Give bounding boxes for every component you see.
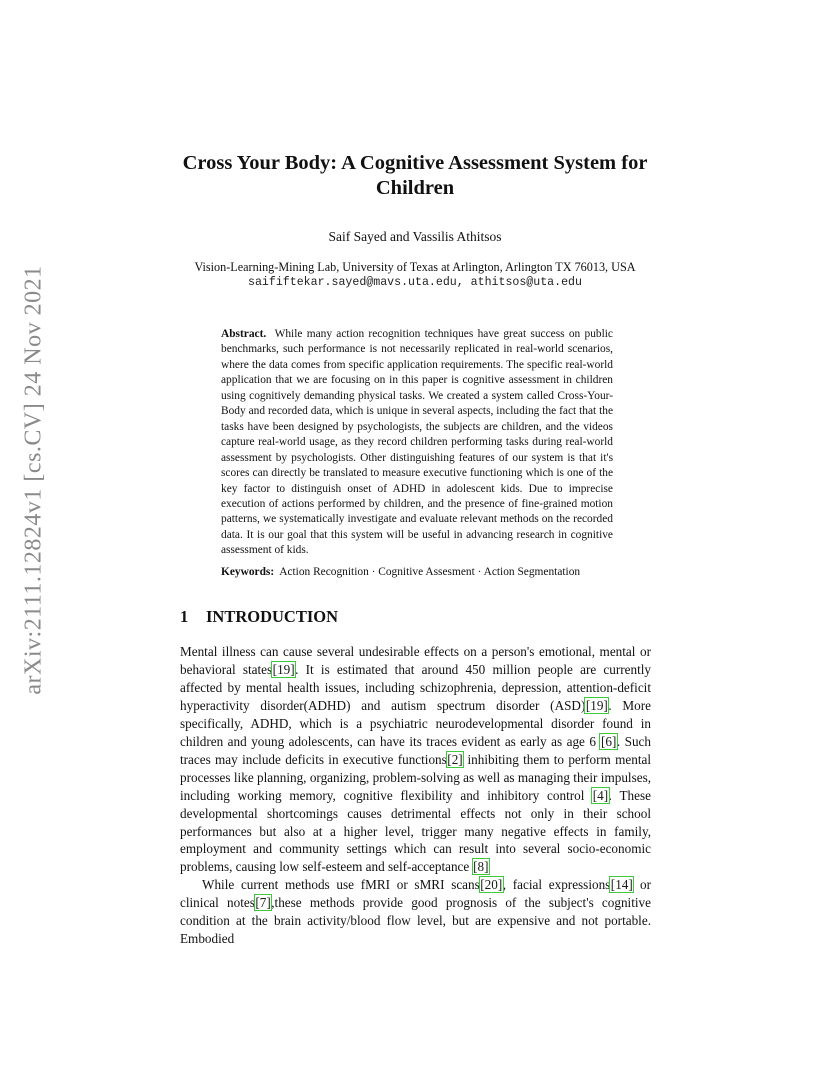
paragraph-1 bbox=[180, 643, 651, 876]
paragraph-text: . Such traces may include deficits in executive functions bbox=[180, 733, 651, 767]
paragraph-text: . More specifically, ADHD, which is a psychiatric neurodevelopmental disorder found in children and young adolescents, can have its traces evident as early as age 6 bbox=[180, 697, 651, 749]
paragraph-text: or clinical notes bbox=[180, 877, 651, 911]
paragraph-text: ,these methods provide good prognosis of the subject's cognitive condition at the brain activity/blood flow level, but are expensive and not portable. Embodied bbox=[180, 895, 651, 947]
citation-link[interactable]: [8] bbox=[473, 859, 489, 875]
author-emails: saififtekar.sayed@mavs.uta.edu, athitsos@uta.edu bbox=[248, 276, 582, 289]
paragraph-text: . These developmental shortcomings causes detrimental effects not only in their school performances but also at a higher level, trigger many negative effects in family, employment and community settings which can result into several socio-economic problems, causing low self-esteem and self-acceptance bbox=[180, 787, 651, 875]
section-heading bbox=[180, 607, 338, 627]
citation-link[interactable]: [20] bbox=[480, 877, 503, 893]
keywords-text: Action Recognition · Cognitive Assesment · Action Segmentation bbox=[279, 566, 581, 578]
citation-link[interactable]: [19] bbox=[272, 661, 295, 677]
arxiv-sidebar-stamp bbox=[8, 265, 60, 695]
arxiv-identifier: arXiv:2111.12824v1 [cs.CV] 24 Nov 2021 bbox=[20, 265, 47, 695]
abstract bbox=[221, 327, 613, 559]
citation-link[interactable]: [6] bbox=[600, 733, 617, 749]
citation-link[interactable]: [2] bbox=[447, 751, 463, 767]
section-title: INTRODUCTION bbox=[206, 607, 339, 626]
citation-link[interactable]: [19] bbox=[585, 697, 608, 713]
section-number: 1 bbox=[180, 607, 189, 626]
abstract-label: Abstract. bbox=[221, 328, 267, 340]
paper-title: Cross Your Body: A Cognitive Assessment System for Children bbox=[182, 152, 648, 199]
citation-link[interactable]: [14] bbox=[610, 877, 633, 893]
paragraph-text: . It is estimated that around 450 million people are currently affected by mental health issues, including schizophrenia, depression, attention-deficit hyperactivity disorder(ADHD) and autism spectrum disorder (ASD) bbox=[180, 661, 652, 713]
affiliation: Vision-Learning-Mining Lab, University of Texas at Arlington, Arlington TX 76013, USA bbox=[194, 260, 636, 274]
body-text bbox=[180, 643, 651, 948]
paragraph-text: inhibiting them to perform mental processes like planning, organizing, problem-solving as well as managing their impulses, including working memory, cognitive flexibility and inhibitory control bbox=[180, 751, 651, 803]
paragraph-text: While current methods use fMRI or sMRI scans bbox=[202, 877, 480, 893]
paper-authors: Saif Sayed and Vassilis Athitsos bbox=[328, 229, 502, 244]
citation-link[interactable]: [4] bbox=[592, 787, 609, 803]
paragraph-text: Mental illness can cause several undesirable effects on a person's emotional, mental or behavioral states bbox=[180, 644, 651, 677]
affiliation-block bbox=[160, 259, 670, 291]
citation-link[interactable]: [7] bbox=[255, 895, 271, 911]
keywords-label: Keywords: bbox=[221, 566, 275, 578]
paragraph-2 bbox=[180, 876, 651, 948]
keywords bbox=[221, 566, 621, 578]
paragraph-text: , facial expressions bbox=[502, 877, 611, 893]
abstract-text: While many action recognition techniques have great success on public benchmarks, such performance is not necessarily replicated in real-world scenarios, where the data comes from specific application requirements. The specific real-world application that we are focusing on in this paper is cognitive assessment in children using cognitively demanding physical tasks. We created a system called Cross-Your-Body and recorded data, which is unique in several aspects, including the fact that the tasks have been designed by psychologists, the subjects are children, and the videos capture real-world usage, as they record children performing tasks during real-world assessment by psychologists. Other distinguishing features of our system is that it's scores can directly be translated to measure executive functioning which is one of the key factor to distinguish onset of ADHD in adolescent kids. Due to imprecise execution of actions performed by children, and the presence of fine-grained motion patterns, we systematically investigate and evaluate relevant methods on the recorded data. It is our goal that this system will be useful in advancing research in cognitive assessment of kids. bbox=[221, 328, 613, 557]
